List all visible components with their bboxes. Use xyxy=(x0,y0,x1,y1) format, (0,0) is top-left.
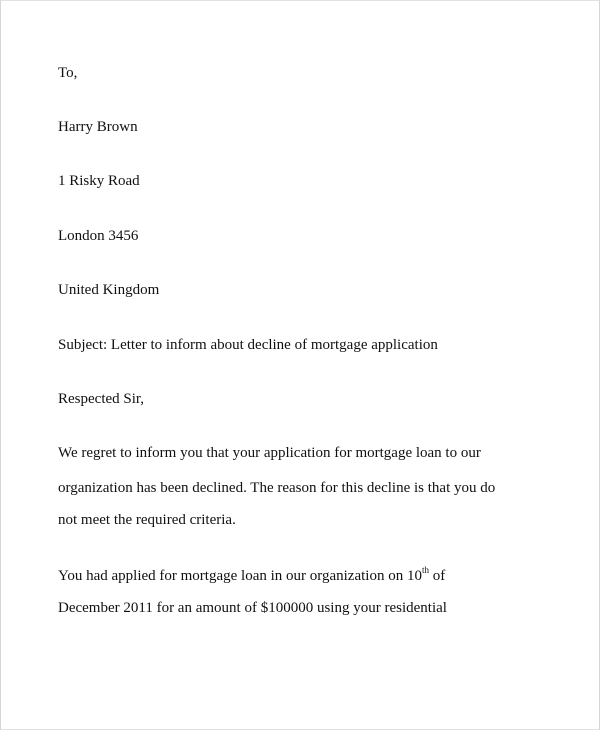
paragraph2-line1 xyxy=(58,567,445,585)
greeting: Respected Sir, xyxy=(58,391,145,407)
paragraph1-line3: not meet the required criteria. xyxy=(58,512,236,528)
ordinal-suffix: th xyxy=(421,565,429,575)
subject-line: Subject: Letter to inform about decline of mortgage application xyxy=(58,337,438,353)
recipient-name: Harry Brown xyxy=(58,119,138,135)
recipient-country: United Kingdom xyxy=(58,282,160,298)
paragraph2-line1-prefix: You had applied for mortgage loan in our organization on 10 xyxy=(58,568,422,584)
paragraph1-line2: organization has been declined. The reason for this decline is that you do xyxy=(58,480,496,496)
to-line: To, xyxy=(58,65,78,81)
paragraph2-line2: December 2011 for an amount of $100000 using your residential xyxy=(58,600,447,616)
paragraph2-line1-suffix: of xyxy=(428,568,446,584)
recipient-street: 1 Risky Road xyxy=(58,173,140,189)
paragraph1-line1: We regret to inform you that your application for mortgage loan to our xyxy=(58,445,481,461)
recipient-city: London 3456 xyxy=(58,228,139,244)
